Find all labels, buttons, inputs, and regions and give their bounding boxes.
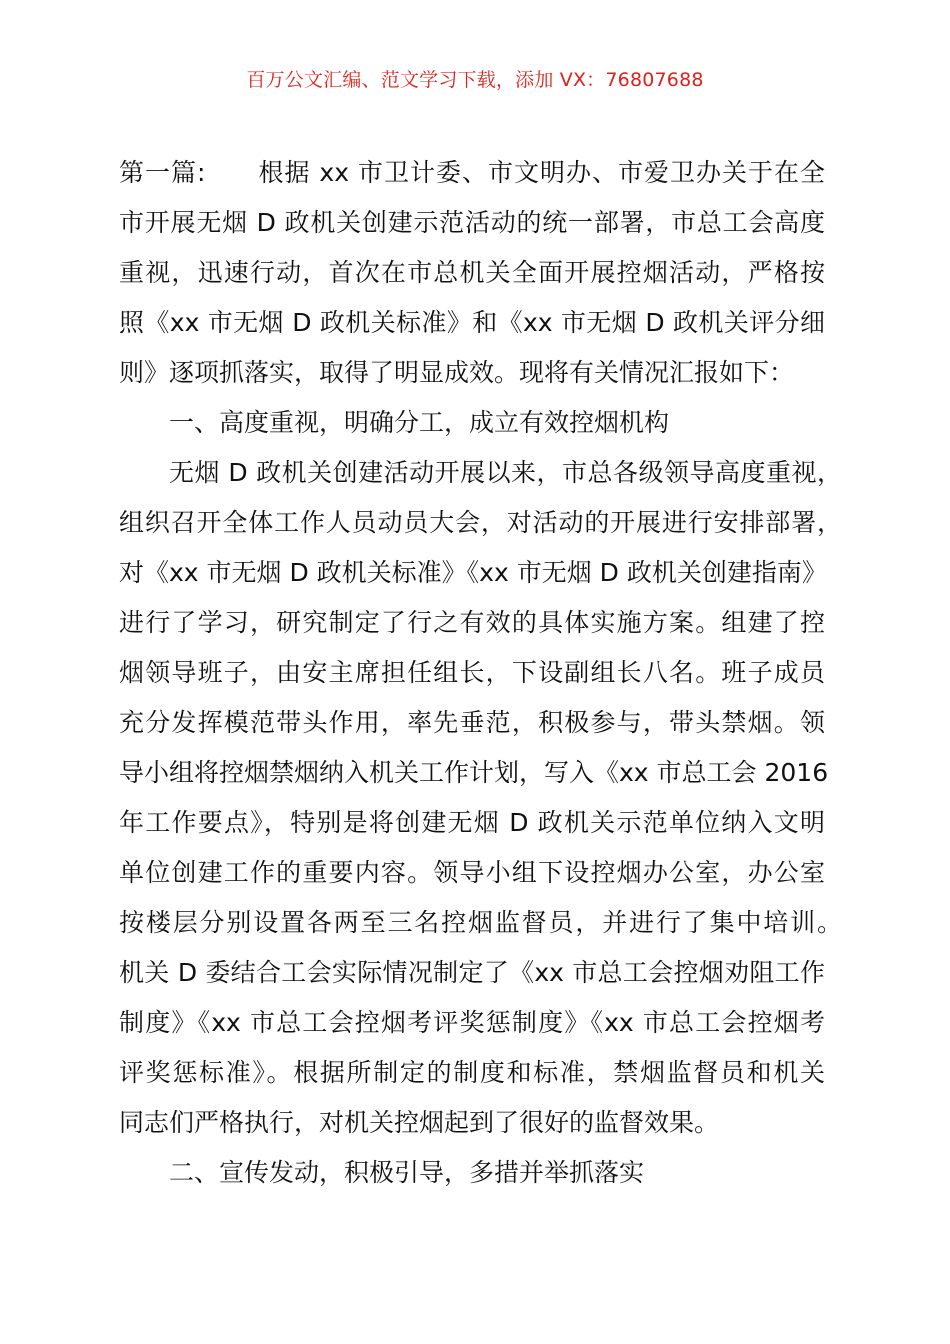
text-line-1: 第一篇: 根据 xx 市卫计委、市文明办、市爱卫办关于在全	[119, 158, 825, 187]
text-line-8: 组织召开全体工作人员动员大会，对活动的开展进行安排部署，	[119, 508, 842, 537]
text-line-15: 单位创建工作的重要内容。领导小组下设控烟办公室，办公室	[119, 858, 825, 887]
text-line-18: 制度》《xx 市总工会控烟考评奖惩制度》《xx 市总工会控烟考	[119, 1008, 825, 1037]
text-line-20: 同志们严格执行，对机关控烟起到了很好的监督效果。	[119, 1108, 720, 1137]
text-line-4: 照《xx 市无烟 D 政机关标准》和《xx 市无烟 D 政机关评分细	[119, 308, 825, 337]
text-line-9: 对《xx 市无烟 D 政机关标准》《xx 市无烟 D 政机关创建指南》	[119, 558, 827, 587]
page-header-banner: 百万公文汇编、范文学习下载，添加 VX：76807688	[246, 69, 704, 91]
text-line-2: 市开展无烟 D 政机关创建示范活动的统一部署，市总工会高度	[119, 208, 825, 237]
text-line-5: 则》逐项抓落实，取得了明显成效。现将有关情况汇报如下：	[119, 358, 795, 387]
text-line-7: 无烟 D 政机关创建活动开展以来，市总各级领导高度重视，	[169, 458, 842, 487]
text-line-10: 进行了学习，研究制定了行之有效的具体实施方案。组建了控	[119, 608, 825, 637]
section-heading-2: 二、宣传发动，积极引导，多措并举抓落实	[169, 1158, 645, 1187]
text-line-14: 年工作要点》，特别是将创建无烟 D 政机关示范单位纳入文明	[119, 808, 825, 837]
text-line-17: 机关 D 委结合工会实际情况制定了《xx 市总工会控烟劝阻工作	[119, 958, 825, 987]
text-line-16: 按楼层分别设置各两至三名控烟监督员，并进行了集中培训。	[119, 908, 842, 937]
text-line-19: 评奖惩标准》。根据所制定的制度和标准，禁烟监督员和机关	[119, 1058, 825, 1087]
text-line-13: 导小组将控烟禁烟纳入机关工作计划，写入《xx 市总工会 2016	[119, 758, 829, 787]
text-line-3: 重视，迅速行动，首次在市总机关全面开展控烟活动，严格按	[119, 258, 825, 287]
section-heading-1: 一、高度重视，明确分工，成立有效控烟机构	[169, 408, 670, 437]
text-line-12: 充分发挥模范带头作用，率先垂范，积极参与，带头禁烟。领	[119, 708, 825, 737]
text-line-11: 烟领导班子，由安主席担任组长，下设副组长八名。班子成员	[119, 658, 825, 687]
